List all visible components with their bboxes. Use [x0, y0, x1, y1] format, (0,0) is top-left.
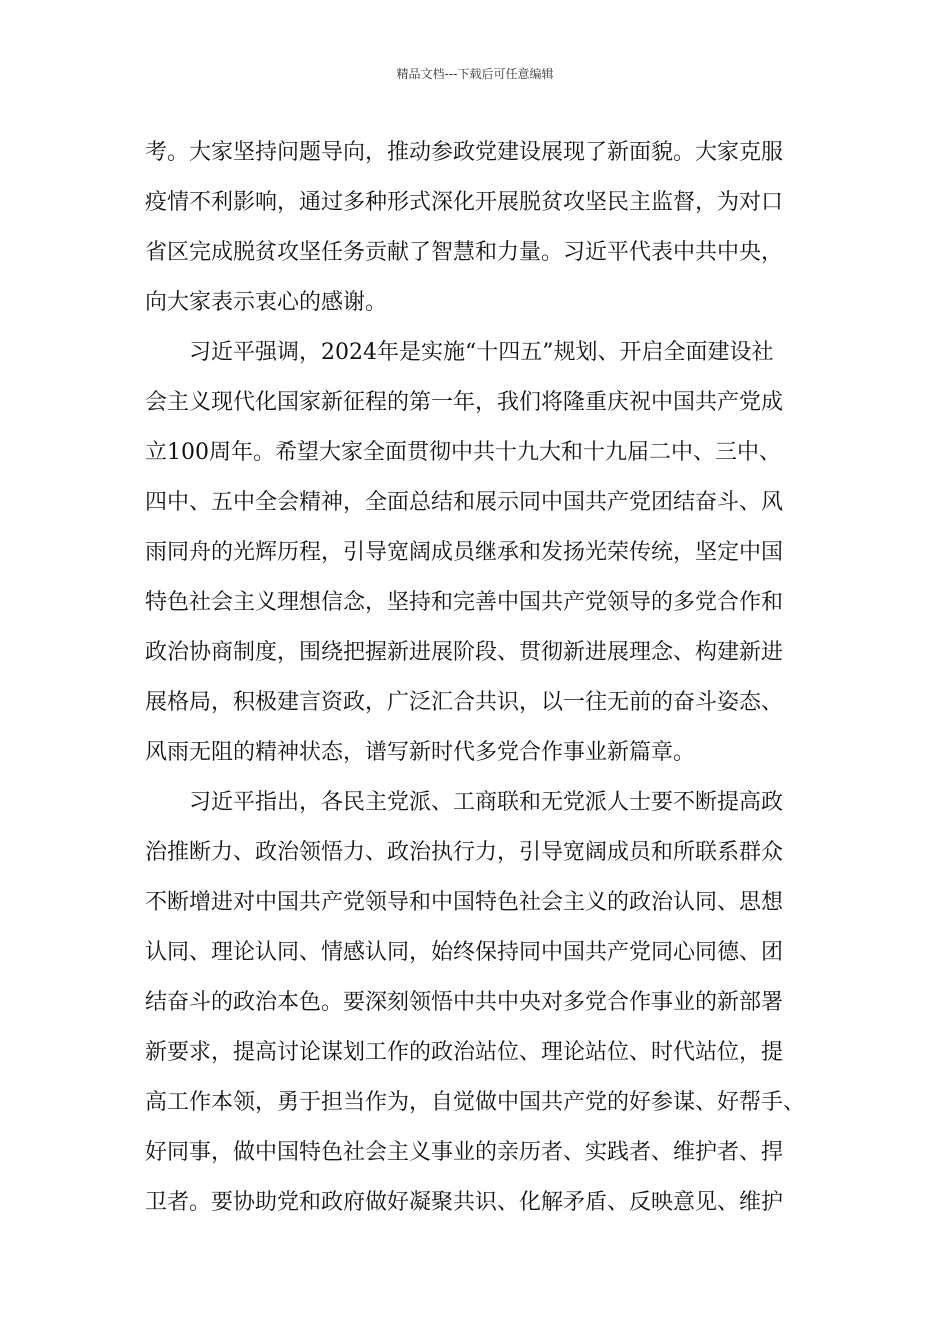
text-line: 结奋斗的政治本色。要深刻领悟中共中央对多党合作事业的新部署: [145, 990, 784, 1015]
text-line: 向大家表示衷心的感谢。: [145, 290, 388, 315]
text-line: 展格局，积极建言资政，广泛汇合共识，以一往无前的奋斗姿态、: [145, 690, 784, 715]
text-line: 新要求，提高讨论谋划工作的政治站位、理论站位、时代站位，提: [145, 1040, 784, 1065]
text-line: 习近平强调，2024年是实施“十四五”规划、开启全面建设社: [145, 340, 774, 365]
text-line: 疫情不利影响，通过多种形式深化开展脱贫攻坚民主监督，为对口: [145, 190, 784, 215]
text-line: 雨同舟的光辉历程，引导宽阔成员继承和发扬光荣传统，坚定中国: [145, 540, 784, 565]
text-line: 四中、五中全会精神，全面总结和展示同中国共产党团结奋斗、风: [145, 490, 784, 515]
text-line: 高工作本领，勇于担当作为，自觉做中国共产党的好参谋、好帮手、: [145, 1090, 806, 1115]
text-line: 好同事，做中国特色社会主义事业的亲历者、实践者、维护者、捍: [145, 1140, 784, 1165]
page-header: 精品文档---下载后可任意编辑: [396, 67, 554, 81]
text-line: 风雨无阻的精神状态，谱写新时代多党合作事业新篇章。: [145, 740, 696, 765]
text-line: 政治协商制度，围绕把握新进展阶段、贯彻新进展理念、构建新进: [145, 640, 784, 665]
text-line: 不断增进对中国共产党领导和中国特色社会主义的政治认同、思想: [145, 890, 784, 915]
text-line: 立100周年。希望大家全面贯彻中共十九大和十九届二中、三中、: [145, 440, 781, 465]
text-line: 考。大家坚持问题导向，推动参政党建设展现了新面貌。大家克服: [145, 140, 784, 165]
text-line: 习近平指出，各民主党派、工商联和无党派人士要不断提高政: [145, 790, 784, 815]
text-line: 治推断力、政治领悟力、政治执行力，引导宽阔成员和所联系群众: [145, 840, 784, 865]
text-line: 卫者。要协助党和政府做好凝聚共识、化解矛盾、反映意见、维护: [145, 1190, 784, 1215]
text-line: 认同、理论认同、情感认同，始终保持同中国共产党同心同德、团: [145, 940, 784, 965]
text-line: 省区完成脱贫攻坚任务贡献了智慧和力量。习近平代表中共中央，: [145, 240, 784, 265]
text-line: 特色社会主义理想信念，坚持和完善中国共产党领导的多党合作和: [145, 590, 784, 615]
text-line: 会主义现代化国家新征程的第一年，我们将隆重庆祝中国共产党成: [145, 390, 784, 415]
